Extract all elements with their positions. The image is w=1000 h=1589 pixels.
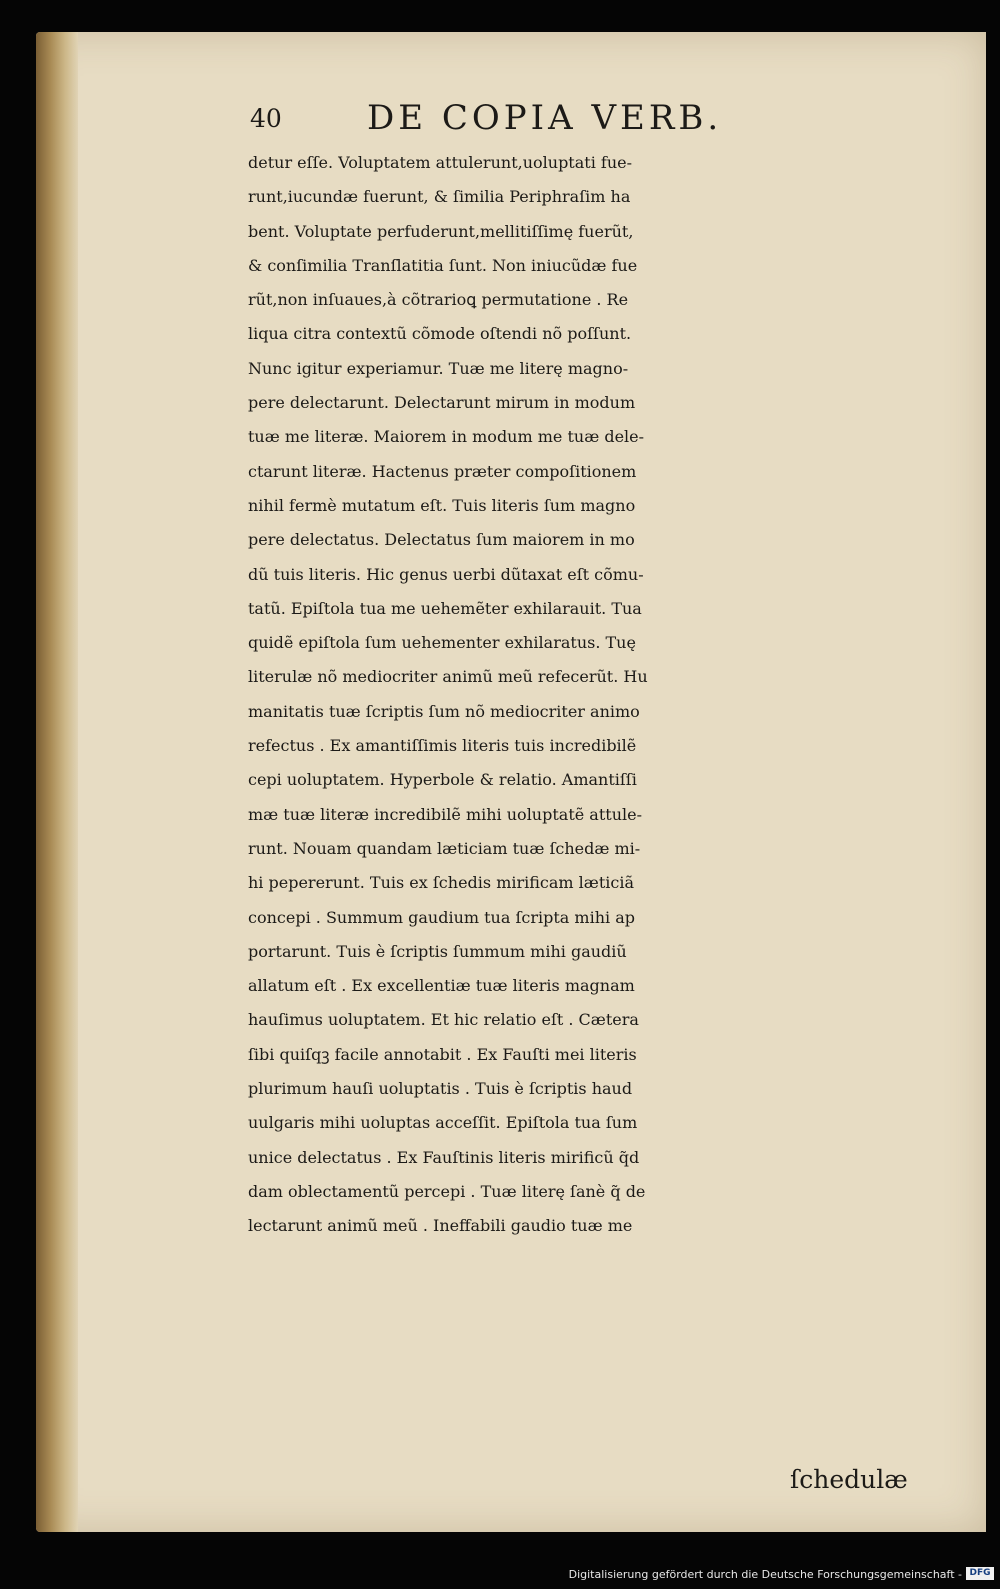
text-line: portarunt. Tuis è ſcriptis ſummum mihi gaudiũ [248, 941, 627, 961]
dfg-logo: DFG [966, 1567, 994, 1580]
catchword: ſchedulæ [790, 1465, 908, 1494]
text-line: uulgaris mihi uoluptas acceſſit. Epiſtola tua ſum [248, 1113, 638, 1133]
text-line: bent. Voluptate perfuderunt,mellitiſſimę fuerũt, [248, 221, 634, 241]
text-line: hauſimus uoluptatem. Et hic relatio eſt . Cætera [248, 1010, 639, 1030]
text-line: tuæ me literæ. Maiorem in modum me tuæ dele- [248, 427, 645, 447]
text-line: Nunc igitur experiamur. Tuæ me literę magno- [248, 358, 629, 378]
text-line: manitatis tuæ ſcriptis ſum nõ mediocriter animo [248, 701, 640, 721]
text-line: & conſimilia Tranſlatitia ſunt. Non iniucũdæ fue [248, 255, 638, 275]
text-line: hi pepererunt. Tuis ex ſchedis mirificam læticiã [248, 873, 634, 893]
text-line: rũt,non inſuaues,à cõtrarioꝗ permutatione . Re [248, 290, 629, 310]
text-line: liqua citra contextũ cõmode oſtendi nõ poſſunt. [248, 324, 632, 344]
text-line: lectarunt animũ meũ . Ineffabili gaudio tuæ me [248, 1216, 633, 1236]
text-line: quidẽ epiſtola ſum uehementer exhilaratus. Tuę [248, 633, 636, 653]
text-line: mæ tuæ literæ incredibilẽ mihi uoluptatẽ attule- [248, 804, 642, 824]
text-line: allatum eſt . Ex excellentiæ tuæ literis magnam [248, 976, 635, 996]
text-line: unice delectatus . Ex Fauſtinis literis mirificũ q̃d [248, 1147, 640, 1167]
footer-bar [0, 1560, 1000, 1589]
text-line: runt,iucundæ fuerunt, & ſimilia Periphraſim ha [248, 187, 631, 207]
running-head: DE COPIA VERB. [367, 98, 723, 138]
body-text [248, 146, 948, 1244]
text-line: tatũ. Epiſtola tua me uehemẽter exhilarauit. Tua [248, 598, 642, 618]
text-line: dũ tuis literis. Hic genus uerbi dũtaxat eſt cõmu- [248, 564, 644, 584]
text-line: cepi uoluptatem. Hyperbole & relatio. Amantiſſi [248, 770, 637, 790]
text-line: concepi . Summum gaudium tua ſcripta mihi ap [248, 907, 636, 927]
text-line: literulæ nõ mediocriter animũ meũ refecerũt. Hu [248, 667, 648, 687]
footer-credit: Digitalisierung gefördert durch die Deutsche Forschungsgemeinschaft - [568, 1568, 962, 1581]
text-line: refectus . Ex amantiſſimis literis tuis incredibilẽ [248, 736, 637, 756]
page-number: 40 [250, 104, 282, 133]
text-line: dam oblectamentũ percepi . Tuæ literę ſanè q̃ de [248, 1181, 646, 1201]
text-line: plurimum hauſi uoluptatis . Tuis è ſcriptis haud [248, 1079, 633, 1099]
text-line: ctarunt literæ. Hactenus præter compoſitionem [248, 461, 637, 481]
text-line: detur eſſe. Voluptatem attulerunt,uoluptati fue- [248, 153, 633, 172]
text-line: ſibi quiſqꝫ facile annotabit . Ex Fauſti mei literis [248, 1044, 637, 1064]
text-line: pere delectatus. Delectatus ſum maiorem in mo [248, 530, 635, 550]
text-line: runt. Nouam quandam læticiam tuæ ſchedæ mi- [248, 838, 641, 858]
text-line: nihil fermè mutatum eſt. Tuis literis ſum magno [248, 495, 636, 515]
text-line: pere delectarunt. Delectarunt mirum in modum [248, 393, 636, 413]
page-edge [36, 32, 78, 1532]
page-header [250, 98, 870, 142]
